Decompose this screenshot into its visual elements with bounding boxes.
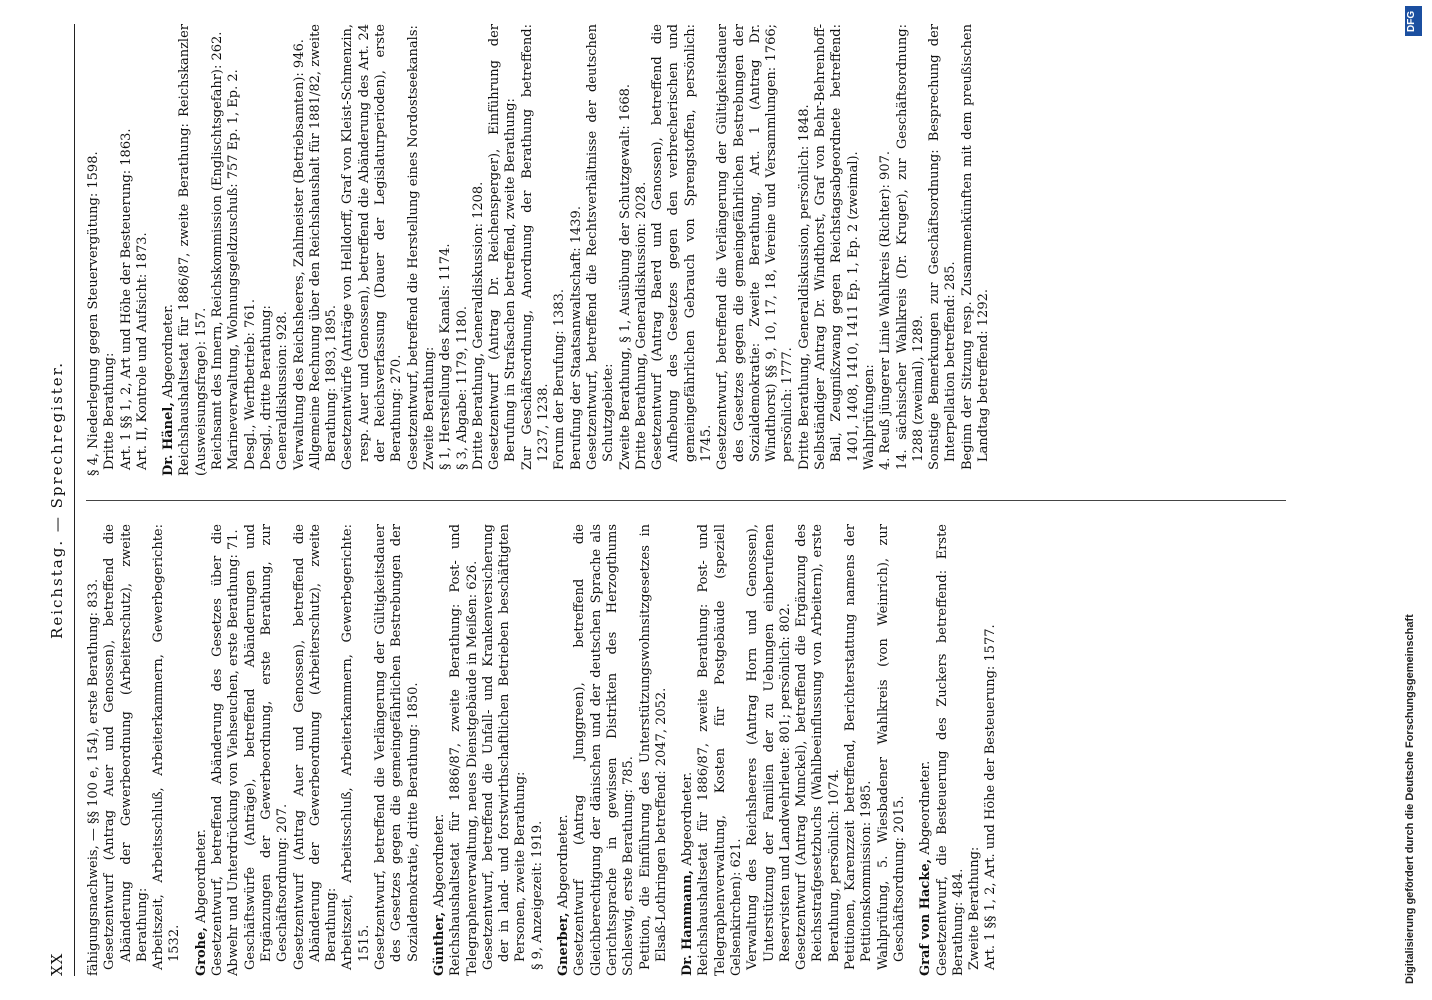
entry-subline: Art. II, Kontrole und Aufsicht: 1873. (134, 232, 150, 470)
entry-first-line (918, 524, 967, 976)
entry-subline: Beginn der Sitzung resp. Zusammenkünften mit dem preußischen Landtag betreffend: 1292. (959, 24, 992, 470)
speaker-role: Abgeordneter. (431, 813, 447, 908)
running-head-title: Reichstag. — Sprechregister. (48, 361, 66, 639)
entry-subline: Gesetzentwurf (Antrag Baerd und Genossen), betreffend die Aufhebung des Gesetzes gegen den verbrecherischen und gemeingefährlichen Gebrauch von Sprengstoffen, persönlich: 1745. (650, 24, 714, 470)
entry-subline: Zweite Berathung: (967, 846, 983, 970)
speaker-name: Dr. Hammann, (680, 869, 696, 976)
register-entry (86, 524, 184, 976)
entry-first-line (161, 24, 210, 476)
speaker-name: Graf von Hacke, (918, 858, 934, 976)
entry-subline: Art. 1 §§ 1, 2, Art. und Höhe der Besteuerung: 1577. (983, 624, 999, 970)
entry-first-line: fähigungsnachweis, — §§ 100 e, 154), erste Berathung: 833. (86, 578, 101, 976)
entry-subline: Desgl., Werftbetrieb: 761. (242, 299, 258, 470)
entry-subline: Gesetzentwurf, betreffend die Verlängerung der Gültigkeitsdauer des Gesetzes gegen die gemeingefährlichen Bestrebungen der Sozialdemokratie: Zweite Berathung, Art. 1 (Antrag Dr. Windthorst) §§ 9, 10, 17, 18, Vereine und Versammlungen: 1766; persönlich: 1777. (715, 24, 796, 470)
entry-subline: Zweite Berathung: (421, 346, 437, 470)
left-column (86, 524, 1286, 976)
entry-line-text: Reichshaushaltsetat für 1886/87, zweite Berathung: Reichskanzler (Ausweisungsfrage): 157. (177, 24, 209, 476)
entry-first-line (556, 524, 637, 976)
right-column (86, 24, 1286, 476)
speaker-role: Abgeordneter. (161, 303, 177, 398)
entry-subline: Gesetzentwurf (Antrag Auer und Genossen), betreffend die Abänderung der Gewerbeordnung (Arbeiterschutz), zweite Berathung: (291, 524, 340, 970)
entry-subline: Geschäftswürfe (Anträge), betreffend Abänderungen und Ergänzungen der Gewerbeordnung, erste Berathung, zur Geschäftsordnung: 207. (242, 524, 291, 970)
entry-subline: Wahlprüfungen: (861, 364, 877, 470)
register-entry (556, 524, 670, 976)
entry-subline: Petitionen, Karenzzeit betreffend, Berichterstattung namens der Petitionskommission: 1985. (843, 524, 875, 970)
entry-subline: Allgemeine Rechnung über den Reichshaushalt für 1881/82, zweite Berathung: 1893, 1895. (307, 24, 340, 470)
register-entry (161, 24, 992, 476)
dfg-logo-text: DFG (1406, 10, 1417, 32)
entry-subline: Petition, die Einführung des Unterstützungswohnsitzgesetzes in Elsaß-Lothringen betreffend: 2047, 2052. (637, 524, 669, 970)
speaker-role: Abgeordneter. (680, 771, 696, 866)
entry-first-line (194, 524, 243, 976)
speaker-name: Gnerber, (556, 912, 572, 976)
entry-subline: § 3, Abgabe: 1179, 1180. (454, 305, 470, 470)
entry-subline: Verwaltung des Reichsheeres (Antrag Horn und Genossen), Unterstützung der Familien der zu Uebungen einberufenen Reservisten und Landwehrleute: 801; persönlich: 802. (745, 524, 793, 970)
entry-subline: Forum der Berufung: 1383. (552, 289, 568, 470)
entry-subline: Wahlprüfung, 5. Wiesbadener Wahlkreis (von Weinrich), zur Geschäftsordnung: 2015. (875, 524, 907, 970)
entry-subline: Gesetzentwurf, betreffend die Rechtsverhältnisse der deutschen Schutzgebiete: (584, 24, 617, 470)
entry-subline: Zweite Berathung, § 1, Ausübung der Schutzgewalt: 1668. (617, 83, 633, 470)
entry-subline: Art. 1 §§ 1, 2, Art und Höhe der Besteuerung: 1863. (118, 128, 134, 470)
entry-subline: Gesetzentwurf, betreffend die Unfall- und Krankenversicherung der in land- und forstwirthschaftlichen Betrieben beschäftigten Personen, zweite Berathung: (480, 524, 529, 970)
register-entry (918, 524, 999, 976)
entry-subline: Generaldiskussion: 928. (275, 311, 291, 470)
column-divider (86, 500, 1286, 501)
entry-subline: § 9, Anzeigezeit: 1919. (529, 820, 545, 970)
register-entry (680, 524, 908, 976)
entry-subline: Dritte Berathung, Generaldiskussion: 1208. (470, 181, 486, 470)
entry-subline: Gesetzentwurf (Antrag Munckel), betreffend die Ergänzung des Reichsstrafgesetzbuchs (Wahlbeeinflussung von Arbeitern), erste Berathung, persönlich: 1074. (794, 524, 842, 970)
entry-line-text: Gesetzentwurf (Antrag Junggreen), betreffend die Gleichberechtigung der dänischen und der deutschen Sprache als Gerichtssprache in gewissen Distrikten des Herzogthums Schleswig, erste Berathung: 785. (572, 524, 637, 976)
speaker-role: Abgeordneter. (556, 814, 572, 909)
entry-line-text: Reichshaushaltsetat für 1886/87, zweite Berathung: Post- und Telegraphenverwaltung, Kosten für Postgebäude (speziell Gelsenkirchen): 621. (696, 524, 744, 976)
entry-subline: Zur Geschäftsordnung, Anordnung der Berathung betreffend: 1237, 1238. (519, 24, 552, 470)
entry-subline: Sonstige Bemerkungen zur Geschäftsordnung: Besprechung der Interpellation betreffend: 285. (927, 24, 959, 470)
speaker-role: Abgeordneter. (193, 828, 209, 923)
entry-subline: Gesetzentwurf (Antrag Auer und Genossen), betreffend die Abänderung der Gewerbeordnung (Arbeiterschutz), zweite Berathung: (102, 524, 150, 970)
entry-subline: 14. sächsischer Wahlkreis (Dr. Kruger), zur Geschäftsordnung: 1288 (zweimal), 1289. (894, 24, 926, 470)
dfg-logo-badge (1405, 6, 1422, 36)
entry-first-line (432, 524, 481, 976)
running-head (48, 24, 75, 976)
entry-subline: Berufung der Staatsanwaltschaft: 1439. (568, 206, 584, 470)
entry-subline: Gesetzentwurf (Antrag Dr. Reichensperger), Einführung der Berufung in Strafsachen betreffend, zweite Berathung: (487, 24, 519, 470)
entry-subline: Dritte Berathung, Generaldiskussion, persönlich: 1848. (796, 104, 812, 470)
entry-subline: Dritte Berathung: (102, 352, 118, 470)
speaker-name: Grohe, (193, 927, 209, 976)
speaker-role: Abgeordneter. (918, 760, 934, 855)
entry-subline: § 1, Herstellung des Kanals: 1174. (438, 243, 454, 470)
entry-subline: Desgl., dritte Berathung: (258, 305, 274, 470)
entry-subline: Gesetzentwurf, betreffend die Herstellung eines Nordostseekanals: (405, 25, 421, 470)
register-entry (86, 24, 151, 476)
entry-subline: Reichsamt des Innern, Reichskommission (Englischtsgefahr): 262. (210, 31, 226, 470)
entry-subline: Arbeitszeit, Arbeitsschluß, Arbeiterkammern, Gewerbegerichte: 1532. (151, 524, 183, 970)
speaker-name: Dr. Hänel, (161, 402, 177, 476)
entry-first-line: § 4, Niederlegung gegen Steuervergütung: 1598. (86, 151, 101, 476)
register-entry (194, 524, 422, 976)
entry-subline: Arbeitszeit, Arbeitsschluß, Arbeiterkammern, Gewerbegerichte: 1515. (340, 524, 372, 970)
entry-line-text: Gesetzentwurf, betreffend Abänderung des Gesetzes über die Abwehr und Unterdrückung von Viehseuchen, erste Berathung: 71. (210, 524, 242, 976)
speaker-name: Günther, (431, 911, 447, 976)
entry-subline: Gesetzentwürfe (Anträge von Helldorff, Graf von Kleist-Schmenzin, resp. Auer und Genossen), betreffend die Abänderung des Art. 24 der Reichsverfassung (Dauer der Legislaturperioden), erste Berathung: 270. (340, 24, 405, 470)
entry-subline: Verwaltung des Reichsheeres, Zahlmeister (Betriebsamten): 946. (291, 39, 307, 470)
digitization-note-text: Digitalisierung gefördert durch die Deutsche Forschungsgemeinschaft (1404, 614, 1416, 984)
entry-subline: Dritte Berathung, Generaldiskussion: 2028. (633, 181, 649, 470)
digitization-note (1402, 8, 1422, 992)
entry-subline: Selbständiger Antrag Dr. Windthorst, Graf von Behr-Behrenhoff-Bail, Zeugnißzwang gegen Reichstagsabgeordnete betreffend: 1401, 1408, 1410, 1411 Ep. 1, Ep. 2 (zweimal). (813, 24, 861, 470)
page-folio: XX (48, 952, 66, 976)
entry-subline: Marineverwaltung, Wohnungsgeldzuschuß: 757 Ep. 1, Ep. 2. (226, 69, 242, 470)
entry-line-text: Reichshaushaltsetat für 1886/87, zweite Berathung: Post- und Telegraphenverwaltung, neues Dienstgebäude in Meißen: 626. (448, 524, 480, 976)
entry-subline: Gesetzentwurf, betreffend die Verlängerung der Gültigkeitsdauer des Gesetzes gegen die gemeingefährlichen Bestrebungen der Sozialdemokratie, dritte Berathung: 1850. (373, 524, 421, 970)
entry-line-text: Gesetzentwurf, die Besteuerung des Zuckers betreffend: Erste Berathung: 484. (934, 524, 966, 976)
register-entry (432, 524, 546, 976)
entry-first-line (680, 524, 745, 976)
entry-subline: 4. Reuß jüngerer Linie Wahlkreis (Richter): 907. (878, 151, 894, 470)
